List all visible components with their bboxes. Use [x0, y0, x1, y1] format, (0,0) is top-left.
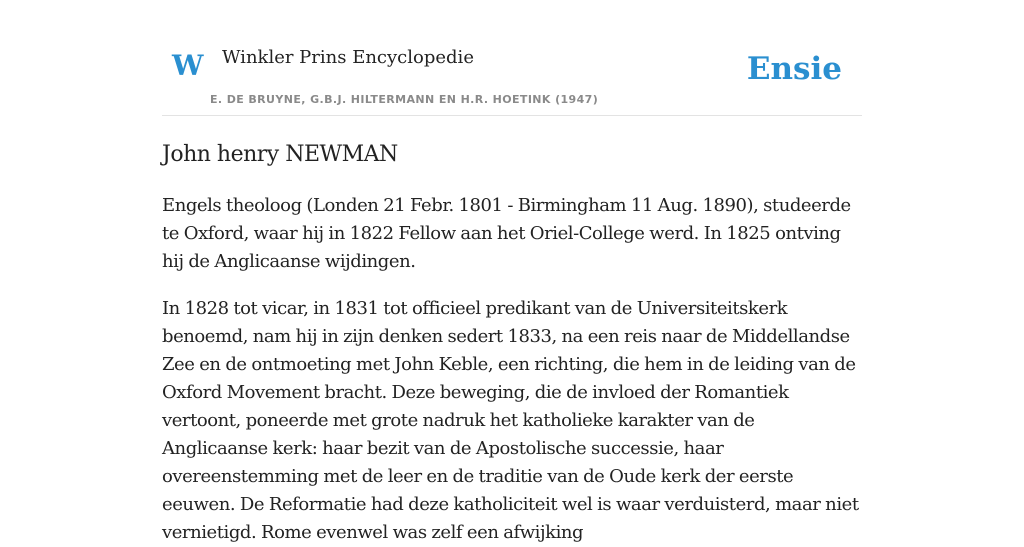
article-title: John henry NEWMAN	[162, 142, 398, 167]
article-paragraph-2: In 1828 tot vicar, in 1831 tot officieel predikant van de Universiteitskerk benoemd, nam hij in zijn denken sedert 1833, na een reis naar de Middellandse Zee en de ontmoeting met John Keble, een richting, die hem in de leiding van de Oxford Movement bracht. Deze beweging, die de invloed der Romantiek vertoont, poneerde met grote nadruk het katholieke karakter van de Anglicaanse kerk: haar bezit van de Apostolische successie, haar overeenstemming met de leer en de traditie van de Oude kerk der eerste eeuwen. De Reformatie had deze katholiciteit wel is waar verduisterd, maar niet vernietigd. Rome evenwel was zelf een afwijking	[162, 298, 859, 543]
article-paragraph-1: Engels theoloog (Londen 21 Febr. 1801 - Birmingham 11 Aug. 1890), studeerde te Oxford, waar hij in 1822 Fellow aan het Oriel-College werd. In 1825 ontving hij de Anglicaanse wijdingen.	[162, 195, 851, 272]
ensie-logo-link[interactable]: Ensie	[746, 51, 842, 87]
source-authors: E. DE BRUYNE, G.B.J. HILTERMANN EN H.R. HOETINK (1947)	[210, 93, 599, 106]
source-logo[interactable]: W	[172, 49, 204, 82]
source-title-link[interactable]: Winkler Prins Encyclopedie	[222, 47, 474, 68]
article-content	[162, 140, 862, 547]
source-header	[162, 40, 862, 116]
